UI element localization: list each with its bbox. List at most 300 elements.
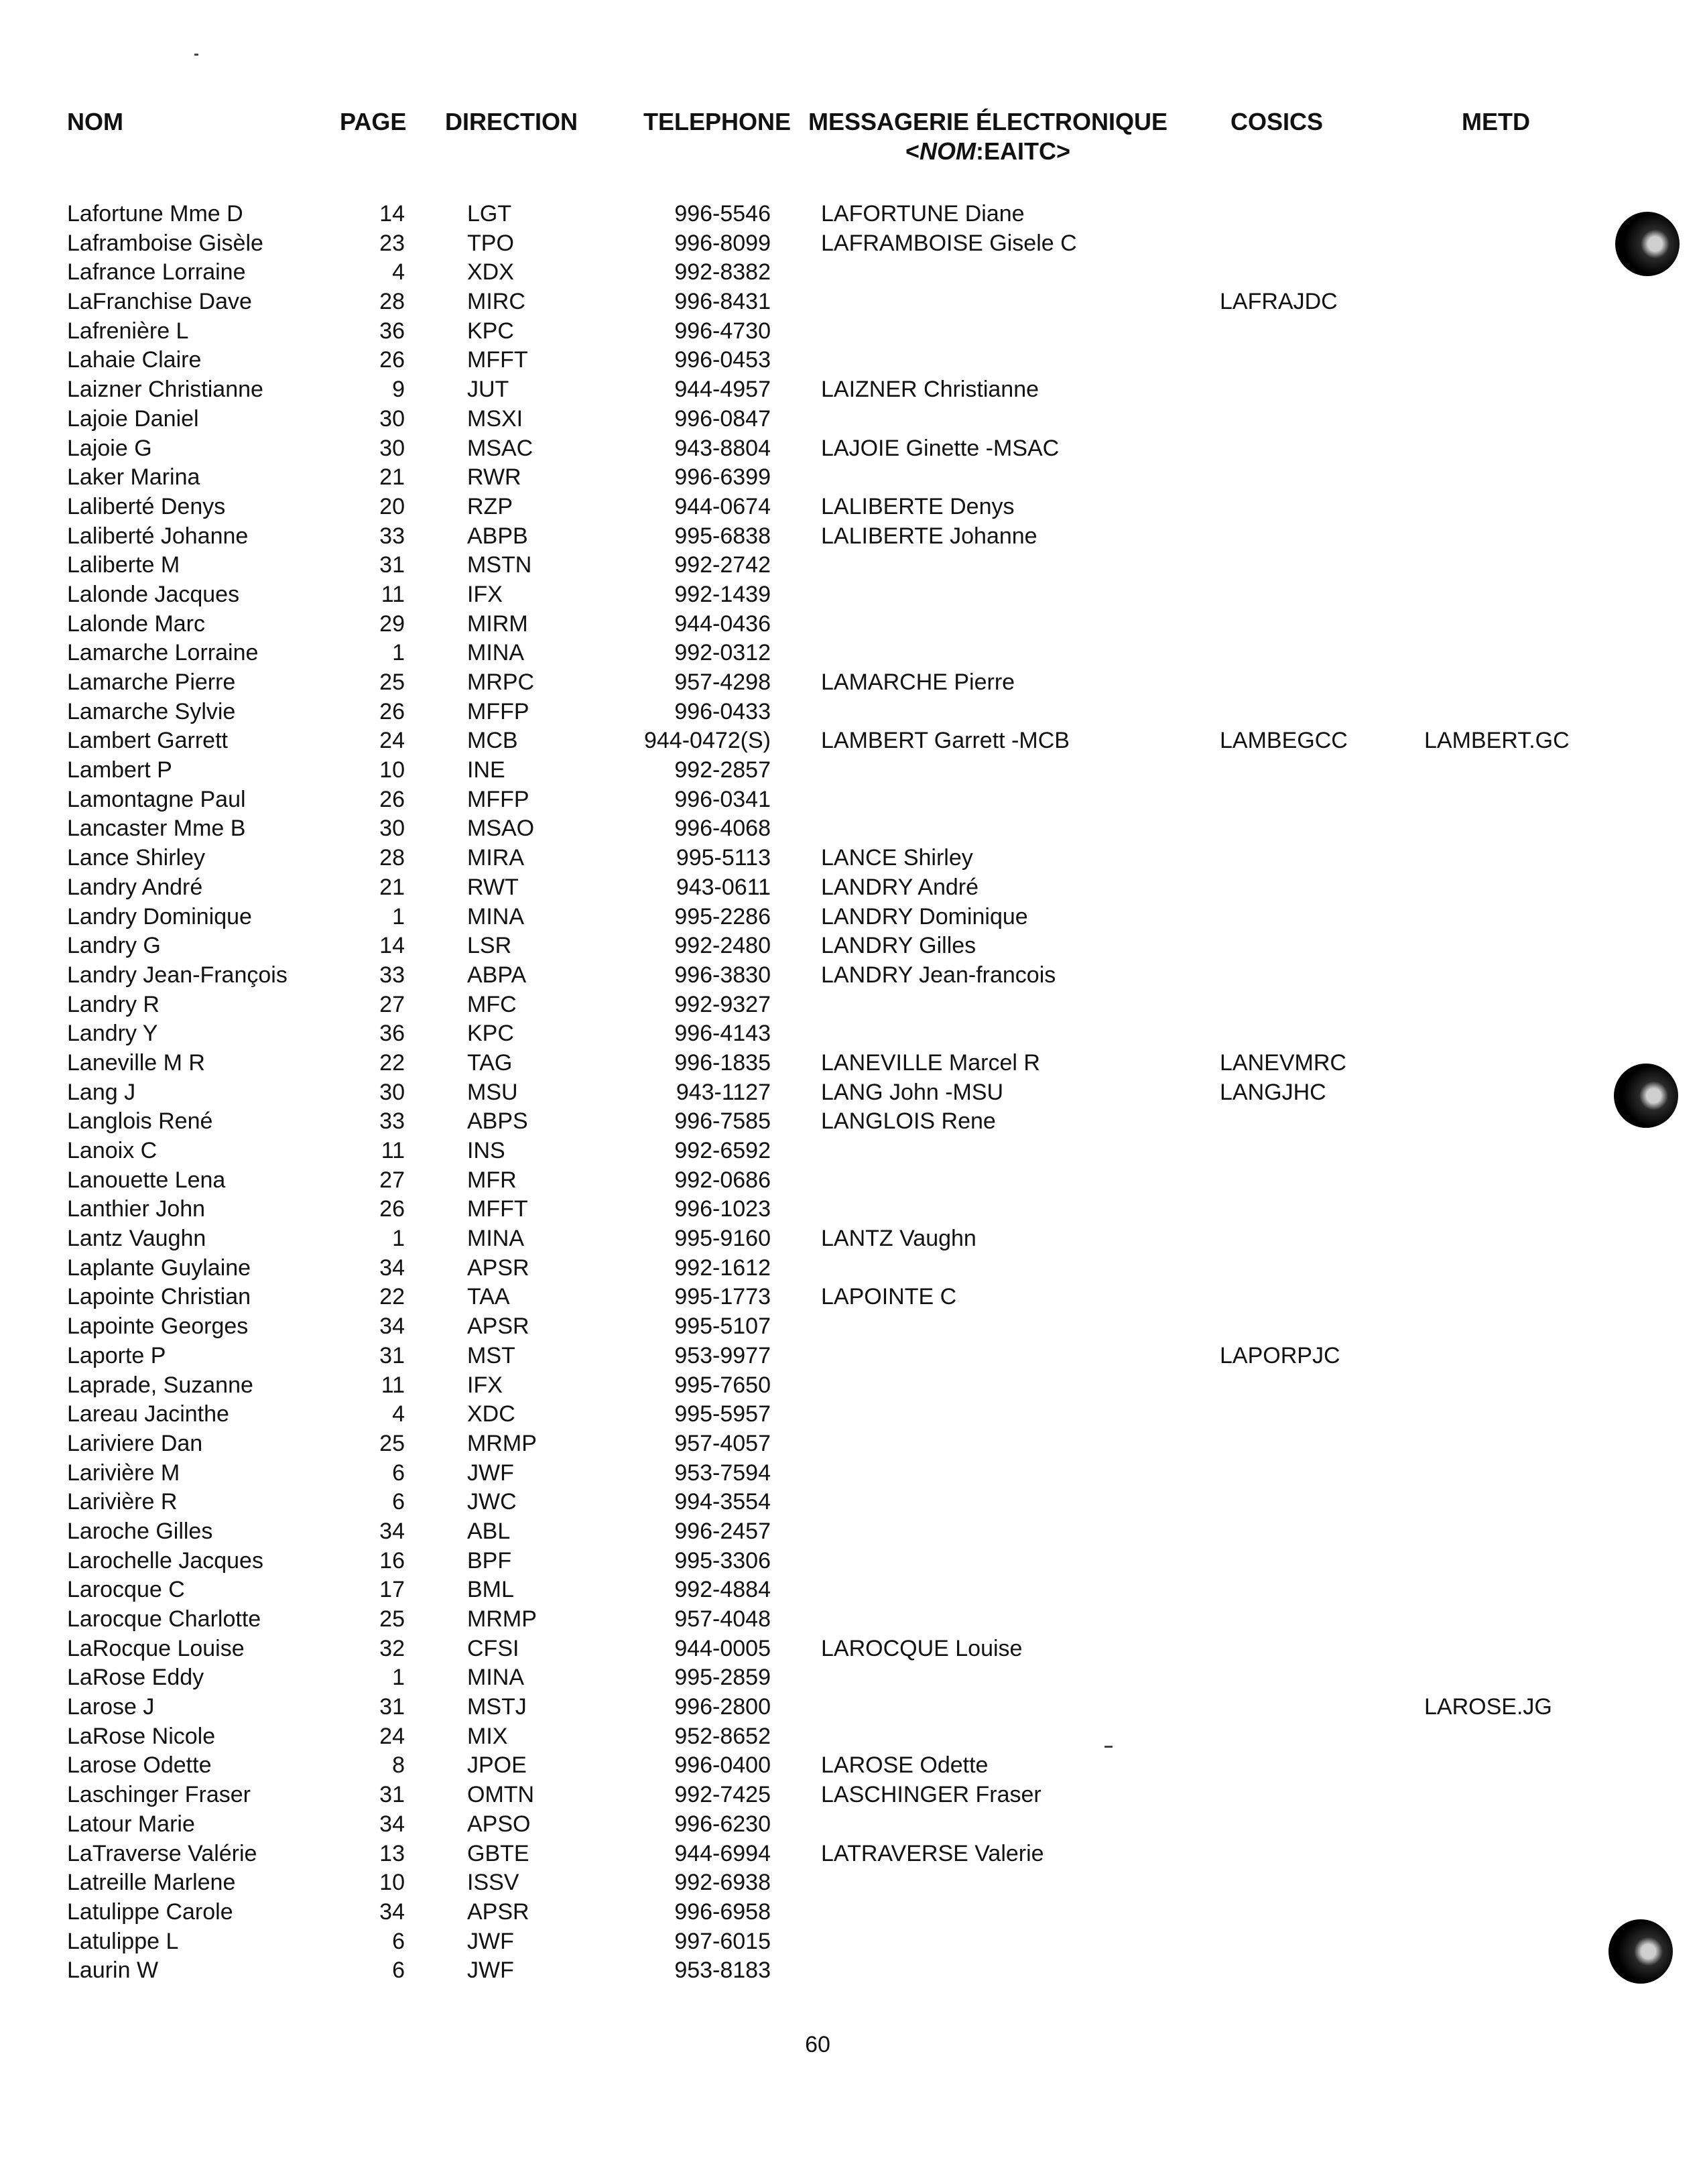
- row-nom: Laneville M R: [67, 1049, 205, 1076]
- row-page: 9: [392, 377, 405, 403]
- row-nom: Lafortune Mme D: [67, 201, 243, 227]
- row-telephone: 996-7585: [674, 1108, 771, 1135]
- table-row: [0, 375, 1705, 405]
- row-page: 6: [392, 1489, 405, 1515]
- page-number: 60: [805, 2032, 830, 2057]
- row-page: 24: [379, 728, 405, 754]
- row-direction: LGT: [467, 201, 512, 227]
- row-direction: RWR: [467, 464, 521, 491]
- row-email: LAROCQUE Louise: [821, 1635, 1023, 1661]
- row-telephone: 943-1127: [676, 1079, 771, 1105]
- row-direction: MRMP: [467, 1430, 537, 1456]
- row-email: LANDRY Gilles: [821, 933, 976, 959]
- row-nom: Lamarche Lorraine: [67, 640, 259, 666]
- row-direction: JWF: [467, 1928, 514, 1954]
- row-telephone: 992-2857: [674, 757, 771, 783]
- row-nom: Laroche Gilles: [67, 1518, 213, 1544]
- row-page: 32: [379, 1635, 405, 1661]
- row-email: LANDRY André: [821, 874, 978, 900]
- row-telephone: 952-8652: [674, 1723, 771, 1749]
- header-messagerie-subtitle: <NOM:EAITC>: [905, 137, 1071, 165]
- row-telephone: 995-3306: [674, 1547, 771, 1573]
- row-page: 25: [379, 1606, 405, 1632]
- row-metd: LAROSE.JG: [1424, 1694, 1552, 1720]
- row-telephone: 996-0400: [674, 1752, 771, 1779]
- table-row: [0, 1019, 1705, 1049]
- row-page: 28: [379, 845, 405, 871]
- table-row: [0, 580, 1705, 610]
- row-nom: Lamarche Sylvie: [67, 698, 236, 724]
- row-nom: Lang J: [67, 1079, 136, 1105]
- row-page: 28: [379, 289, 405, 315]
- row-page: 4: [392, 259, 405, 285]
- row-page: 25: [379, 669, 405, 695]
- row-nom: Lanouette Lena: [67, 1167, 226, 1193]
- row-direction: MSAO: [467, 816, 535, 842]
- row-page: 13: [379, 1840, 405, 1866]
- row-direction: MRMP: [467, 1606, 537, 1632]
- row-nom: Larose Odette: [67, 1752, 212, 1779]
- row-telephone: 996-5546: [674, 201, 771, 227]
- row-page: 34: [379, 1313, 405, 1340]
- row-page: 11: [381, 1372, 405, 1398]
- row-telephone: 992-0312: [674, 640, 771, 666]
- table-row: [0, 1254, 1705, 1283]
- row-direction: MFR: [467, 1167, 517, 1193]
- row-nom: Laliberté Johanne: [67, 523, 249, 549]
- row-direction: MIX: [467, 1723, 508, 1749]
- row-telephone: 953-9977: [674, 1342, 771, 1368]
- row-direction: IFX: [467, 581, 503, 607]
- row-direction: APSR: [467, 1313, 529, 1340]
- row-email: LATRAVERSE Valerie: [821, 1840, 1044, 1866]
- row-direction: MRPC: [467, 669, 535, 695]
- row-direction: ABPS: [467, 1108, 528, 1135]
- row-page: 11: [381, 581, 405, 607]
- row-page: 30: [379, 405, 405, 432]
- row-direction: JWF: [467, 1957, 514, 1984]
- row-direction: MINA: [467, 903, 524, 929]
- header-nom: NOM: [67, 108, 123, 135]
- row-direction: JWC: [467, 1489, 517, 1515]
- table-row: [0, 932, 1705, 961]
- table-row: [0, 785, 1705, 815]
- row-telephone: 996-4730: [674, 318, 771, 344]
- table-row: [0, 1956, 1705, 1986]
- row-nom: Laliberte M: [67, 552, 180, 578]
- row-page: 1: [392, 903, 405, 929]
- header-page: PAGE: [340, 108, 407, 135]
- row-nom: Larivière M: [67, 1460, 180, 1486]
- row-email: LAIZNER Christianne: [821, 377, 1039, 403]
- table-row: [0, 844, 1705, 873]
- row-telephone: 953-7594: [674, 1460, 771, 1486]
- row-direction: INE: [467, 757, 505, 783]
- row-direction: GBTE: [467, 1840, 529, 1866]
- row-direction: MIRM: [467, 611, 528, 637]
- row-telephone: 992-8382: [674, 259, 771, 285]
- row-nom: Larose J: [67, 1694, 155, 1720]
- row-telephone: 995-2286: [674, 903, 771, 929]
- table-row: [0, 1224, 1705, 1254]
- row-page: 33: [379, 962, 405, 988]
- table-row: [0, 1634, 1705, 1664]
- row-telephone: 996-0433: [674, 698, 771, 724]
- row-nom: Larocque C: [67, 1577, 185, 1603]
- row-email: LAFORTUNE Diane: [821, 201, 1025, 227]
- row-direction: MCB: [467, 728, 518, 754]
- row-direction: MSTN: [467, 552, 532, 578]
- row-nom: Lamarche Pierre: [67, 669, 236, 695]
- row-page: 31: [379, 1342, 405, 1368]
- row-direction: ABL: [467, 1518, 511, 1544]
- row-nom: Lareau Jacinthe: [67, 1401, 229, 1427]
- row-email: LAJOIE Ginette -MSAC: [821, 435, 1060, 461]
- row-cosics: LAFRAJDC: [1220, 289, 1338, 315]
- row-telephone: 995-5113: [676, 845, 771, 871]
- table-row: [0, 434, 1705, 464]
- row-page: 6: [392, 1460, 405, 1486]
- row-page: 34: [379, 1518, 405, 1544]
- row-nom: Landry André: [67, 874, 203, 900]
- row-email: LAROSE Odette: [821, 1752, 989, 1779]
- row-nom: Laporte P: [67, 1342, 166, 1368]
- table-row: [0, 1400, 1705, 1429]
- row-email: LANTZ Vaughn: [821, 1226, 976, 1252]
- row-telephone: 943-0611: [676, 874, 771, 900]
- row-nom: Landry Y: [67, 1021, 158, 1047]
- table-row: [0, 493, 1705, 522]
- row-page: 1: [392, 640, 405, 666]
- binder-hole-bottom: [1608, 1919, 1673, 1984]
- row-page: 14: [379, 201, 405, 227]
- row-direction: APSO: [467, 1811, 531, 1837]
- row-page: 29: [379, 611, 405, 637]
- table-row: [0, 551, 1705, 580]
- row-telephone: 996-1023: [674, 1196, 771, 1222]
- directory-table: [0, 200, 1705, 1986]
- row-telephone: 953-8183: [674, 1957, 771, 1984]
- table-row: [0, 200, 1705, 229]
- table-row: [0, 1195, 1705, 1224]
- row-direction: APSR: [467, 1255, 529, 1281]
- row-telephone: 995-2859: [674, 1665, 771, 1691]
- row-email: LASCHINGER Fraser: [821, 1782, 1041, 1808]
- row-page: 6: [392, 1957, 405, 1984]
- row-nom: Landry Jean-François: [67, 962, 288, 988]
- row-nom: Laizner Christianne: [67, 377, 263, 403]
- row-telephone: 994-3554: [674, 1489, 771, 1515]
- row-telephone: 995-5107: [674, 1313, 771, 1340]
- row-direction: MSAC: [467, 435, 533, 461]
- row-direction: MINA: [467, 1665, 524, 1691]
- row-telephone: 996-4143: [674, 1021, 771, 1047]
- row-nom: Laschinger Fraser: [67, 1782, 251, 1808]
- row-nom: Lahaie Claire: [67, 347, 202, 373]
- row-telephone: 996-1835: [674, 1049, 771, 1076]
- row-nom: Lamontagne Paul: [67, 786, 246, 812]
- table-row: [0, 1781, 1705, 1810]
- table-row: [0, 1459, 1705, 1488]
- row-telephone: 944-0005: [674, 1635, 771, 1661]
- row-telephone: 995-7650: [674, 1372, 771, 1398]
- row-page: 24: [379, 1723, 405, 1749]
- row-telephone: 992-7425: [674, 1782, 771, 1808]
- row-page: 10: [379, 757, 405, 783]
- table-row: [0, 1488, 1705, 1517]
- row-telephone: 992-6938: [674, 1870, 771, 1896]
- row-direction: MFFP: [467, 698, 529, 724]
- row-page: 34: [379, 1899, 405, 1925]
- row-email: LANEVILLE Marcel R: [821, 1049, 1040, 1076]
- row-email: LALIBERTE Johanne: [821, 523, 1037, 549]
- row-nom: Lariviere Dan: [67, 1430, 203, 1456]
- row-direction: BPF: [467, 1547, 512, 1573]
- row-nom: Lafrenière L: [67, 318, 189, 344]
- row-telephone: 992-1439: [674, 581, 771, 607]
- row-direction: MINA: [467, 640, 524, 666]
- table-row: [0, 726, 1705, 756]
- row-telephone: 996-8099: [674, 230, 771, 256]
- row-nom: Landry Dominique: [67, 903, 252, 929]
- row-telephone: 992-4884: [674, 1577, 771, 1603]
- row-page: 26: [379, 347, 405, 373]
- row-email: LAMARCHE Pierre: [821, 669, 1015, 695]
- row-telephone: 996-6958: [674, 1899, 771, 1925]
- row-page: 23: [379, 230, 405, 256]
- row-nom: LaFranchise Dave: [67, 289, 252, 315]
- row-direction: IFX: [467, 1372, 503, 1398]
- row-page: 10: [379, 1870, 405, 1896]
- table-row: [0, 522, 1705, 552]
- row-direction: KPC: [467, 318, 514, 344]
- row-page: 31: [379, 1694, 405, 1720]
- row-telephone: 995-1773: [674, 1284, 771, 1310]
- row-direction: ABPA: [467, 962, 527, 988]
- header-telephone: TELEPHONE: [643, 108, 792, 135]
- table-row: [0, 1663, 1705, 1693]
- row-page: 26: [379, 698, 405, 724]
- row-direction: RZP: [467, 493, 513, 519]
- row-telephone: 944-6994: [674, 1840, 771, 1866]
- row-cosics: LAPORPJC: [1220, 1342, 1340, 1368]
- table-row: [0, 1517, 1705, 1547]
- row-telephone: 957-4298: [674, 669, 771, 695]
- row-page: 21: [379, 874, 405, 900]
- row-telephone: 995-9160: [674, 1226, 771, 1252]
- scan-speck: [194, 54, 198, 56]
- header-messagerie-title: MESSAGERIE ÉLECTRONIQUE: [808, 108, 1168, 135]
- row-nom: Laurin W: [67, 1957, 159, 1984]
- row-page: 16: [379, 1547, 405, 1573]
- row-email: LANDRY Dominique: [821, 903, 1028, 929]
- row-direction: MFC: [467, 991, 517, 1017]
- row-nom: Latreille Marlene: [67, 1870, 236, 1896]
- table-row: [0, 1868, 1705, 1898]
- row-nom: Lance Shirley: [67, 845, 206, 871]
- scan-speck: [1104, 1746, 1113, 1748]
- row-email: LANDRY Jean-francois: [821, 962, 1056, 988]
- row-page: 8: [392, 1752, 405, 1779]
- row-nom: Lalonde Jacques: [67, 581, 240, 607]
- table-row: [0, 610, 1705, 639]
- table-row: [0, 1137, 1705, 1166]
- row-direction: TAA: [467, 1284, 510, 1310]
- row-telephone: 996-8431: [674, 289, 771, 315]
- row-nom: LaTraverse Valérie: [67, 1840, 257, 1866]
- row-page: 34: [379, 1811, 405, 1837]
- row-telephone: 996-6230: [674, 1811, 771, 1837]
- row-direction: LSR: [467, 933, 512, 959]
- row-telephone: 996-3830: [674, 962, 771, 988]
- table-row: [0, 903, 1705, 932]
- row-direction: RWT: [467, 874, 519, 900]
- row-telephone: 996-0341: [674, 786, 771, 812]
- row-direction: MFFT: [467, 347, 528, 373]
- row-nom: LaRose Eddy: [67, 1665, 204, 1691]
- row-page: 26: [379, 786, 405, 812]
- binder-hole-middle: [1614, 1064, 1678, 1128]
- table-row: [0, 229, 1705, 259]
- row-page: 21: [379, 464, 405, 491]
- row-metd: LAMBERT.GC: [1424, 728, 1570, 754]
- row-direction: MFFP: [467, 786, 529, 812]
- row-nom: Laplante Guylaine: [67, 1255, 251, 1281]
- row-page: 34: [379, 1255, 405, 1281]
- row-page: 17: [379, 1577, 405, 1603]
- row-email: LANCE Shirley: [821, 845, 973, 871]
- row-nom: Latour Marie: [67, 1811, 195, 1837]
- row-direction: KPC: [467, 1021, 514, 1047]
- row-page: 22: [379, 1049, 405, 1076]
- row-nom: Lajoie G: [67, 435, 152, 461]
- table-row: [0, 698, 1705, 727]
- row-email: LAFRAMBOISE Gisele C: [821, 230, 1077, 256]
- row-telephone: 944-4957: [674, 377, 771, 403]
- table-row: [0, 1605, 1705, 1634]
- row-telephone: 957-4048: [674, 1606, 771, 1632]
- table-row: [0, 1342, 1705, 1371]
- row-telephone: 957-4057: [674, 1430, 771, 1456]
- table-row: [0, 1927, 1705, 1957]
- row-nom: Lapointe Christian: [67, 1284, 251, 1310]
- row-telephone: 943-8804: [674, 435, 771, 461]
- row-telephone: 992-0686: [674, 1167, 771, 1193]
- header-cosics: COSICS: [1230, 108, 1324, 135]
- row-cosics: LAMBEGCC: [1220, 728, 1348, 754]
- table-row: [0, 1547, 1705, 1576]
- row-direction: XDX: [467, 259, 514, 285]
- row-page: 11: [381, 1138, 405, 1163]
- table-row: [0, 756, 1705, 785]
- row-page: 1: [392, 1665, 405, 1691]
- header-messagerie: [808, 107, 1167, 166]
- row-direction: MSTJ: [467, 1694, 527, 1720]
- table-row: [0, 1078, 1705, 1108]
- table-row: [0, 463, 1705, 493]
- table-row: [0, 639, 1705, 668]
- row-telephone: 997-6015: [674, 1928, 771, 1954]
- row-cosics: LANEVMRC: [1220, 1049, 1346, 1076]
- row-direction: CFSI: [467, 1635, 519, 1661]
- row-telephone: 996-2800: [674, 1694, 771, 1720]
- row-page: 1: [392, 1226, 405, 1252]
- table-row: [0, 1312, 1705, 1342]
- table-row: [0, 1576, 1705, 1605]
- row-nom: Lanthier John: [67, 1196, 206, 1222]
- row-email: LANG John -MSU: [821, 1079, 1004, 1105]
- row-email: LANGLOIS Rene: [821, 1108, 996, 1135]
- row-nom: Larocque Charlotte: [67, 1606, 261, 1632]
- table-row: [0, 814, 1705, 844]
- table-row: [0, 1693, 1705, 1722]
- row-nom: Lajoie Daniel: [67, 405, 199, 432]
- row-nom: Larivière R: [67, 1489, 178, 1515]
- table-row: [0, 1810, 1705, 1840]
- row-direction: OMTN: [467, 1782, 535, 1808]
- row-page: 26: [379, 1196, 405, 1222]
- row-telephone: 944-0674: [674, 493, 771, 519]
- table-row: [0, 668, 1705, 698]
- header-direction: DIRECTION: [445, 108, 578, 135]
- row-direction: MST: [467, 1342, 515, 1368]
- row-email: LAMBERT Garrett -MCB: [821, 728, 1070, 754]
- row-telephone: 996-0453: [674, 347, 771, 373]
- row-page: 14: [379, 933, 405, 959]
- row-nom: Lancaster Mme B: [67, 816, 246, 842]
- row-email: LALIBERTE Denys: [821, 493, 1015, 519]
- row-page: 36: [379, 318, 405, 344]
- table-row: [0, 1751, 1705, 1781]
- row-direction: MSXI: [467, 405, 523, 432]
- row-telephone: 995-5957: [674, 1401, 771, 1427]
- row-page: 25: [379, 1430, 405, 1456]
- row-page: 22: [379, 1284, 405, 1310]
- row-telephone: 992-2480: [674, 933, 771, 959]
- table-row: [0, 1283, 1705, 1312]
- table-row: [0, 1166, 1705, 1196]
- row-nom: Landry G: [67, 933, 161, 959]
- table-row: [0, 1107, 1705, 1137]
- row-telephone: 944-0436: [674, 611, 771, 637]
- row-nom: LaRose Nicole: [67, 1723, 216, 1749]
- table-row: [0, 287, 1705, 317]
- table-row: [0, 1429, 1705, 1459]
- row-direction: MSU: [467, 1079, 518, 1105]
- row-direction: TPO: [467, 230, 514, 256]
- row-nom: Lambert Garrett: [67, 728, 228, 754]
- row-nom: LaRocque Louise: [67, 1635, 245, 1661]
- row-nom: Larochelle Jacques: [67, 1547, 263, 1573]
- row-nom: Lafrance Lorraine: [67, 259, 246, 285]
- row-direction: INS: [467, 1138, 505, 1163]
- row-direction: MFFT: [467, 1196, 528, 1222]
- row-nom: Laprade, Suzanne: [67, 1372, 253, 1398]
- row-nom: Laker Marina: [67, 464, 200, 491]
- row-page: 27: [379, 991, 405, 1017]
- header-metd: METD: [1462, 108, 1530, 135]
- row-direction: ABPB: [467, 523, 528, 549]
- row-direction: JWF: [467, 1460, 514, 1486]
- row-telephone: 996-2457: [674, 1518, 771, 1544]
- row-direction: TAG: [467, 1049, 513, 1076]
- table-row: [0, 317, 1705, 346]
- table-row: [0, 346, 1705, 375]
- row-email: LAPOINTE C: [821, 1284, 957, 1310]
- row-nom: Latulippe Carole: [67, 1899, 233, 1925]
- table-row: [0, 1898, 1705, 1927]
- row-page: 6: [392, 1928, 405, 1954]
